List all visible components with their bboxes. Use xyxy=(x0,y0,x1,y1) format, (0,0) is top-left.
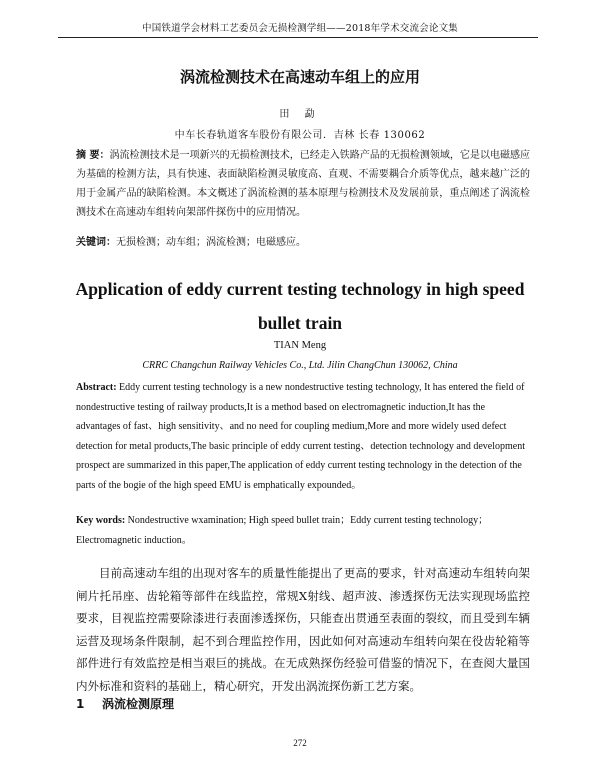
english-abstract-text: Eddy current testing technology is a new nondestructive testing technology, It has entered the field of nondestructive testing of railway products,It is a method based on electromagnetic induction,It has the advantages of fast、high sensitivity、and no need for coupling medium,More and more widely used defect detection for metal products,The basic principle of eddy current testing、detection technology and development prospect are summarized in this paper,The application of eddy current testing technology in the detection of the parts of the bogie of the high speed EMU is emphatically expounded。 xyxy=(76,382,526,491)
chinese-keywords-label: 关键词： xyxy=(76,237,116,248)
english-affiliation: CRRC Changchun Railway Vehicles Co., Ltd. Jilin ChangChun 130062, China xyxy=(142,360,458,371)
english-title: Application of eddy current testing technology in high speed bullet train xyxy=(75,279,525,333)
running-header: 中国铁道学会材料工艺委员会无损检测学组——2018年学术交流会论文集 xyxy=(142,23,458,34)
page-number: 272 xyxy=(293,738,307,748)
header-rule xyxy=(58,37,538,38)
chinese-abstract-label: 摘 要： xyxy=(76,150,110,161)
english-keywords xyxy=(76,511,530,550)
section-title: 涡流检测原理 xyxy=(102,697,175,711)
english-author: TIAN Meng xyxy=(273,340,327,351)
english-keywords-label: Key words: xyxy=(76,515,126,526)
english-abstract xyxy=(76,378,530,495)
chinese-keywords xyxy=(76,235,530,251)
chinese-affiliation: 中车长春轨道客车股份有限公司．吉林 长春 130062 xyxy=(174,130,426,141)
section-heading xyxy=(76,695,174,712)
chinese-title: 涡流检测技术在高速动车组上的应用 xyxy=(179,68,420,86)
body-paragraph: 目前高速动车组的出现对客车的质量性能提出了更高的要求，针对高速动车组转向架闸片托吊座、齿轮箱等部件在线监控，常规X射线、超声波、渗透探伤无法实现现场监控要求，目视监控需要除漆进行表面渗透探伤，只能查出贯通至表面的裂纹，而且受到车辆运营及现场条件限制，起不到合理监控作用，因此如何对高速动车组转向架在役齿轮箱等部件进行有效监控是相当艰巨的挑战。在无成熟探伤经验可借鉴的情况下，在查阅大量国内外标准和资料的基础上，精心研究，开发出涡流探伤新工艺方案。 xyxy=(76,566,530,693)
chinese-abstract xyxy=(76,146,530,222)
english-keywords-text: Nondestructive wxamination; High speed bullet train；Eddy current testing technology；Electromagnetic induction。 xyxy=(76,515,489,546)
english-abstract-label: Abstract: xyxy=(76,382,117,393)
chinese-author: 田 勐 xyxy=(279,109,321,120)
section-number: 1 xyxy=(76,697,85,711)
chinese-keywords-text: 无损检测；动车组；涡流检测；电磁感应。 xyxy=(116,237,306,248)
chinese-abstract-text: 涡流检测技术是一项新兴的无损检测技术，已经走入铁路产品的无损检测领域，它是以电磁感应为基础的检测方法，具有快速、表面缺陷检测灵敏度高、直观、不需要耦合介质等优点，越来越广泛的用于金属产品的缺陷检测。本文概述了涡流检测的基本原理与检测技术及发展前景，重点阐述了涡流检测技术在高速动车组转向架部件探伤中的应用情况。 xyxy=(76,150,531,218)
